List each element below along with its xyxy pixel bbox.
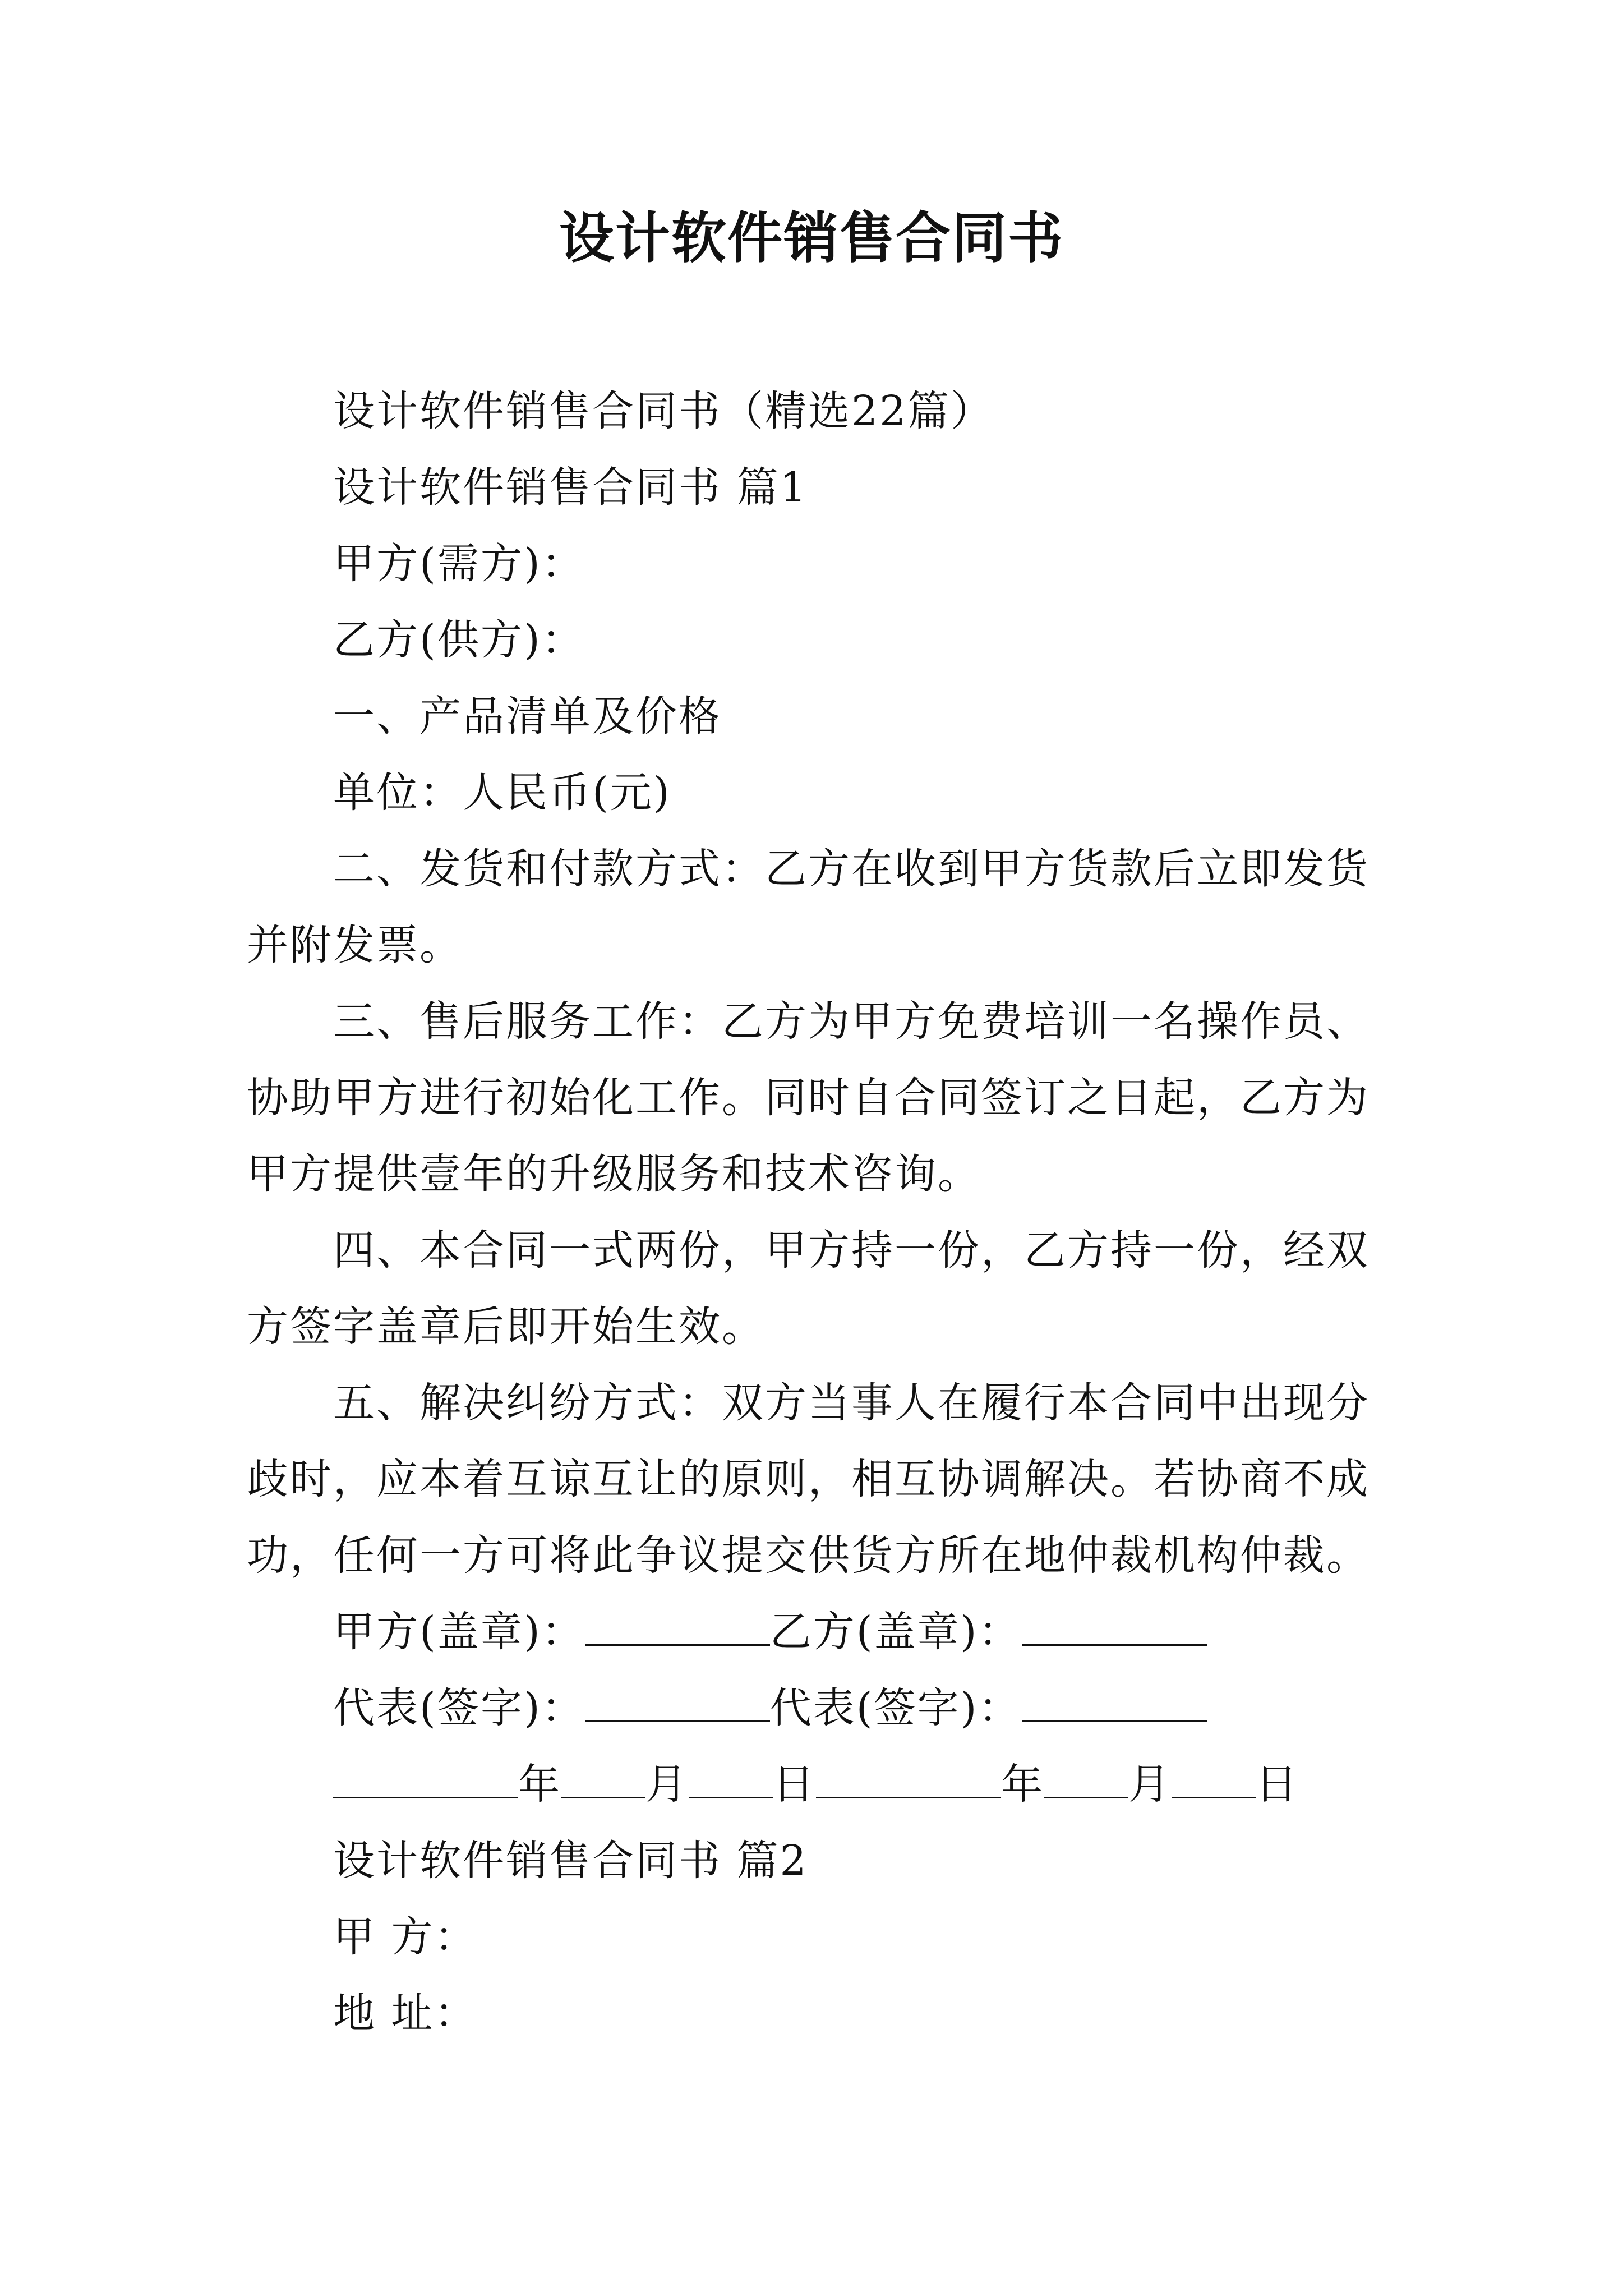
clause-3: 三、售后服务工作：乙方为甲方免费培训一名操作员、协助甲方进行初始化工作。同时自合同签订之日起，乙方为甲方提供壹年的升级服务和技术咨询。: [247, 997, 1370, 1198]
party-a-month-blank[interactable]: [561, 1752, 645, 1798]
party-a-rep-label: 代表(签字)：: [333, 1684, 585, 1732]
signature-rep-row: [247, 1670, 1391, 1746]
party-b-year-blank[interactable]: [816, 1752, 1001, 1798]
date-row: [247, 1746, 1391, 1823]
document-subtitle: 设计软件销售合同书（精选22篇）: [333, 387, 994, 435]
clause-4: 四、本合同一式两份，甲方持一份，乙方持一份，经双方签字盖章后即开始生效。: [247, 1226, 1370, 1351]
currency-unit: 单位：人民币(元): [333, 769, 671, 817]
address-line: 地 址：: [333, 1989, 478, 2037]
party-a-seal-blank[interactable]: [585, 1599, 770, 1646]
clause-5: 五、解决纠纷方式：双方当事人在履行本合同中出现分歧时，应本着互谅互让的原则，相互协调解决。若协商不成功，任何一方可将此争议提交供货方所在地仲裁机构仲裁。: [247, 1379, 1370, 1580]
month-label-a: 月: [645, 1760, 689, 1809]
signature-seal-row: [247, 1594, 1391, 1670]
day-label-b: 日: [1256, 1760, 1299, 1809]
document-title: 设计软件销售合同书: [559, 206, 1064, 270]
party-b-rep-blank[interactable]: [1022, 1676, 1207, 1722]
year-label-a: 年: [518, 1760, 561, 1809]
clause-1: 一、产品清单及价格: [333, 692, 722, 740]
party-b-seal-blank[interactable]: [1022, 1599, 1207, 1646]
party-a-day-blank[interactable]: [689, 1752, 773, 1798]
clause-2: 二、发货和付款方式：乙方在收到甲方货款后立即发货并附发票。: [247, 845, 1370, 969]
section-2-heading: 设计软件销售合同书 篇2: [333, 1837, 808, 1885]
party-a-seal-label: 甲方(盖章)：: [333, 1608, 585, 1656]
day-label-a: 日: [773, 1760, 816, 1809]
party-b-month-blank[interactable]: [1044, 1752, 1128, 1798]
year-label-b: 年: [1001, 1760, 1044, 1809]
party-a-rep-blank[interactable]: [585, 1676, 770, 1722]
party-a-year-blank[interactable]: [333, 1752, 518, 1798]
party-a-2-line: 甲 方：: [333, 1913, 478, 1961]
section-1-heading: 设计软件销售合同书 篇1: [333, 463, 808, 512]
document-body: [247, 373, 1391, 2051]
month-label-b: 月: [1128, 1760, 1172, 1809]
party-b-seal-label: 乙方(盖章)：: [769, 1608, 1022, 1656]
party-b-line: 乙方(供方)：: [333, 616, 585, 664]
party-b-day-blank[interactable]: [1172, 1752, 1256, 1798]
party-b-rep-label: 代表(签字)：: [769, 1684, 1022, 1732]
party-a-line: 甲方(需方)：: [333, 540, 585, 588]
